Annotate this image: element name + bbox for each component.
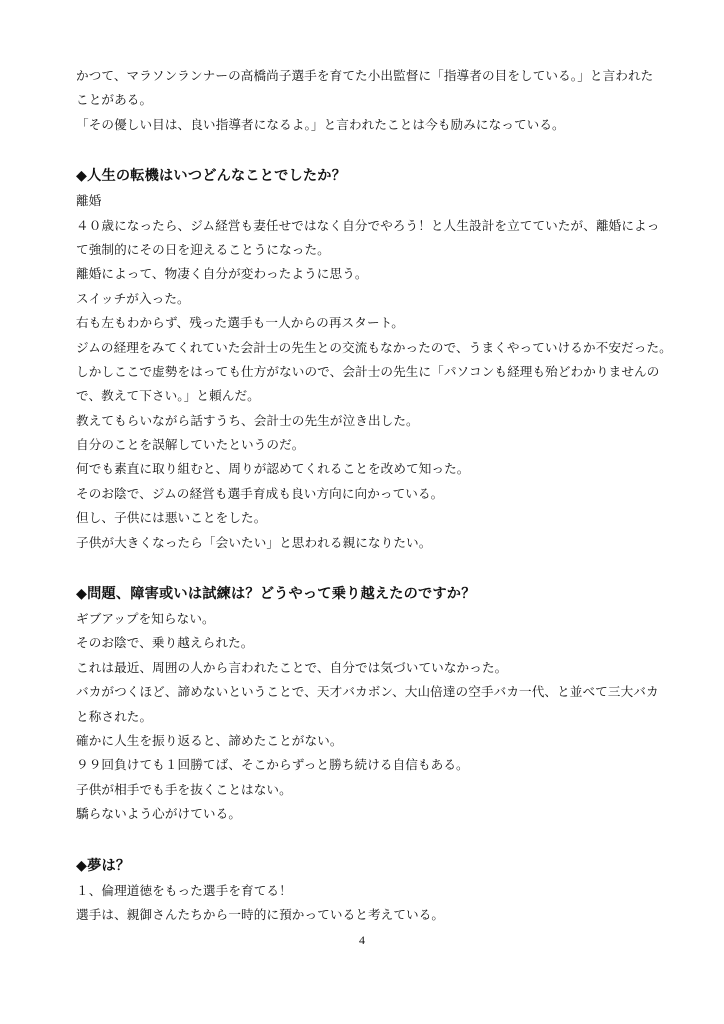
body-line: 但し、子供には悪いことをした。 <box>76 510 267 526</box>
body-line: 子供が大きくなったら「会いたい」と思われる親になりたい。 <box>76 534 432 550</box>
body-line: 離婚によって、物凄く自分が変わったように思う。 <box>76 266 368 282</box>
body-line: 離婚 <box>76 193 102 209</box>
section-heading: ◆人生の転機はいつどんなことでしたか？ <box>76 168 347 185</box>
body-line: 選手は、親御さんたちから一時的に預かっていると考えている。 <box>76 906 445 922</box>
body-line: 子供が相手でも手を抜くことはない。 <box>76 781 292 797</box>
body-line: 教えてもらいながら話すうち、会計士の先生が泣き出した。 <box>76 412 419 428</box>
body-line: 右も左もわからず、残った選手も一人からの再スタート。 <box>76 315 404 331</box>
body-line: と称された。 <box>76 708 153 724</box>
body-line: ９９回負けても１回勝てば、そこからずっと勝ち続ける自信もある。 <box>76 757 469 773</box>
intro-paragraph <box>76 64 676 137</box>
body-line: しかしここで虚勢をはっても仕方がないので、会計士の先生に「パソコンも経理も殆どわかりませんの <box>76 363 660 379</box>
page-content <box>76 64 676 927</box>
intro-line: 「その優しい目は、良い指導者になるよ。」と言われたことは今も励みになっている。 <box>76 116 565 132</box>
body-line: そのお陰で、乗り越えられた。 <box>76 635 254 651</box>
body-line: １、倫理道徳をもった選手を育てる！ <box>76 882 292 898</box>
section-heading: ◆問題、障害或いは試練は？どうやって乗り越えたのですか？ <box>76 586 476 603</box>
section-obstacles <box>76 581 676 827</box>
body-line: ジムの経理をみてくれていた会計士の先生との交流もなかったので、うまくやっていけるか不安だった。 <box>76 339 672 355</box>
body-line: バカがつくほど、諦めないということで、天才バカボン、大山倍達の空手バカ一代、と並べて三大バカ <box>76 684 659 700</box>
body-line: スイッチが入った。 <box>76 290 190 306</box>
body-line: で、教えて下さい。」と頼んだ。 <box>76 388 260 404</box>
section-heading: ◆夢は？ <box>76 857 131 874</box>
body-line: 何でも素直に取り組むと、周りが認めてくれることを改めて知った。 <box>76 461 470 477</box>
body-line: 驕らないよう心がけている。 <box>76 806 242 822</box>
intro-line: ことがある。 <box>76 92 153 108</box>
body-line: ギブアップを知らない。 <box>76 611 215 627</box>
section-dream <box>76 853 676 928</box>
page-number: 4 <box>359 933 365 947</box>
section-turning-point <box>76 163 676 555</box>
body-line: ４０歳になったら、ジム経営も妻任せではなく自分でやろう！と人生設計を立てていたが、離婚によっ <box>76 217 660 233</box>
body-line: これは最近、周囲の人から言われたことで、自分では気づいていなかった。 <box>76 659 508 675</box>
intro-line: かつて、マラソンランナーの高橋尚子選手を育てた小出監督に「指導者の目をしている。」と言われた <box>76 68 654 83</box>
body-line: そのお陰で、ジムの経営も選手育成も良い方向に向かっている。 <box>76 485 444 501</box>
body-line: て強制的にその日を迎えることうになった。 <box>76 241 330 257</box>
body-line: 自分のことを誤解していたというのだ。 <box>76 437 305 453</box>
body-line: 確かに人生を振り返ると、諦めたことがない。 <box>76 732 343 748</box>
